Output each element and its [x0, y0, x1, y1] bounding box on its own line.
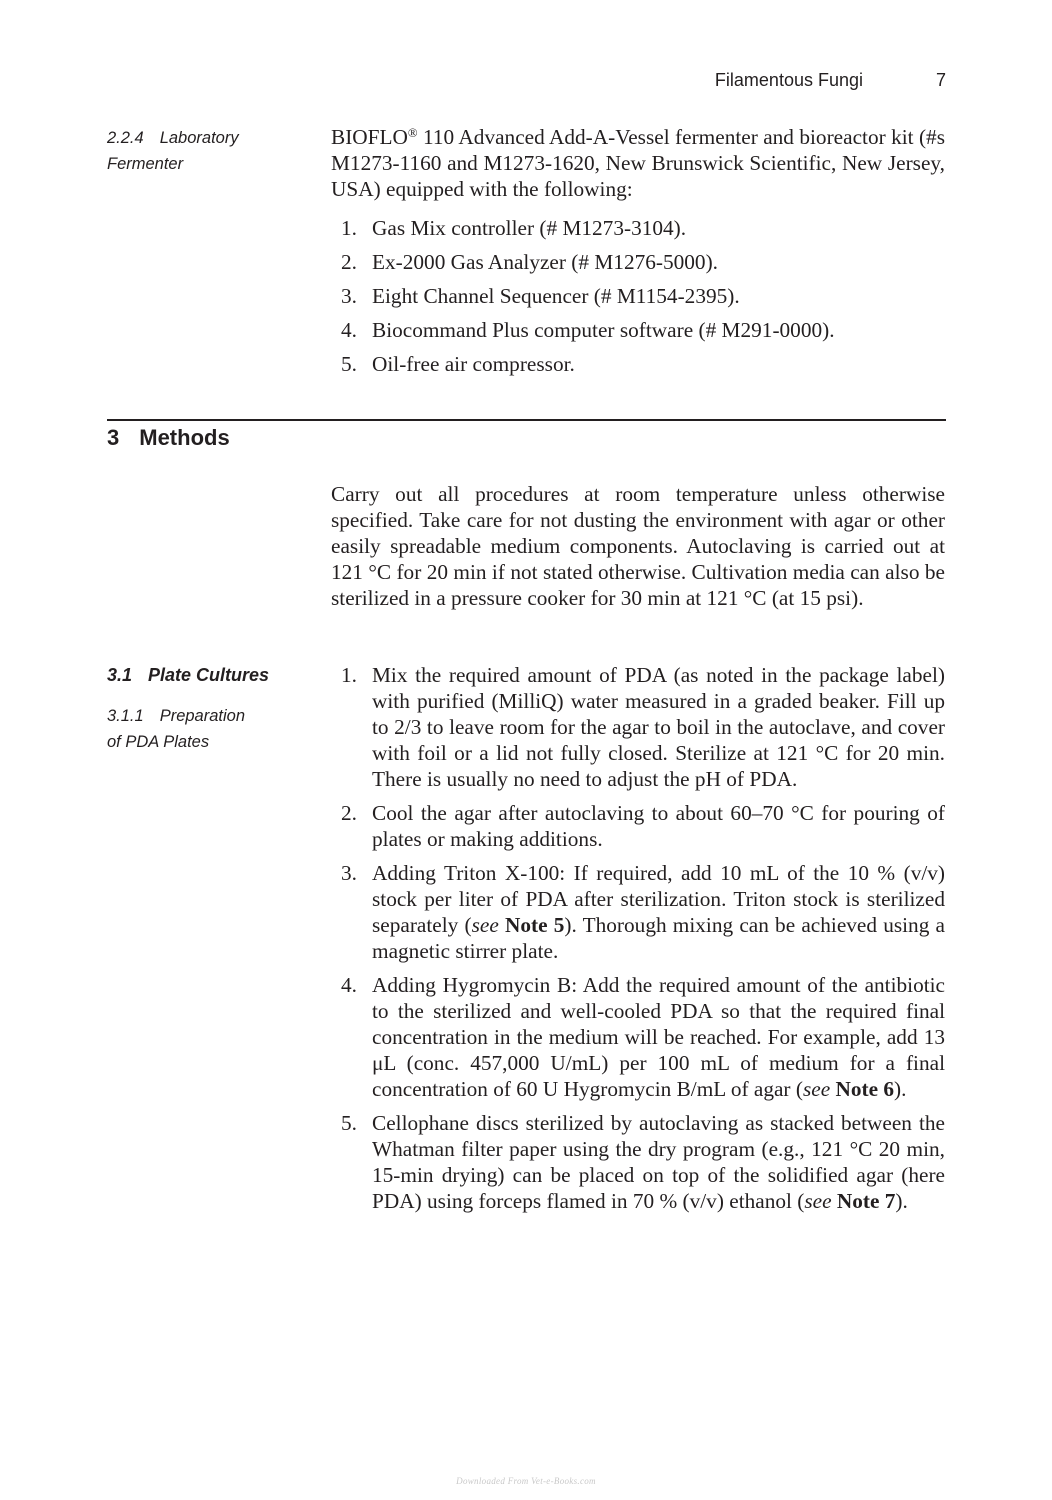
list-number: 2.	[341, 250, 357, 274]
running-title: Filamentous Fungi	[714, 70, 863, 90]
page-number: 7	[935, 70, 946, 90]
subsubsection-number: 3.1.1	[107, 707, 144, 725]
list-item-text: Cool the agar after autoclaving to about 60–70 °C for pouring of plates or making additions.	[372, 801, 945, 851]
list-item-text: Ex-2000 Gas Analyzer (# M1276-5000).	[372, 250, 719, 274]
list-item-text: Mix the required amount of PDA (as noted in the package label) with purified (MilliQ) water measured in a graded beaker. Fill up to 2/3 to leave room for the agar to boil in the autoclave, and cover with foil or a lid not fully closed. Sterilize at 121 °C for 20 min. There is usually no need to adjust the pH of PDA.	[372, 663, 945, 791]
list-item	[341, 283, 945, 309]
subsection-label-plate-cultures	[107, 662, 269, 688]
fermenter-intro-text: 110 Advanced Add-A-Vessel fermenter and bioreactor kit (#s M1273-1160 and M1273-1620, New Brunswick Scientific, New Jersey, USA) equipped with the following:	[331, 125, 945, 201]
pda-procedure-list	[341, 662, 945, 1222]
list-number: 1.	[341, 216, 357, 240]
footer-watermark: Downloaded From Vet-e-Books.com	[456, 1476, 596, 1486]
list-number: 2.	[341, 801, 357, 825]
list-number: 4.	[341, 973, 357, 997]
note-reference[interactable]: Note 6	[835, 1077, 895, 1101]
subsection-title-line2: Fermenter	[107, 155, 184, 173]
brand-name: BIOFLO	[331, 125, 408, 149]
subsection-title: Plate Cultures	[148, 665, 270, 685]
list-item-text: Biocommand Plus computer software (# M291-0000).	[372, 318, 835, 342]
section-number: 3	[107, 425, 120, 450]
list-item-text: Cellophane discs sterilized by autoclaving as stacked between the Whatman filter paper using the dry program (e.g., 121 °C 20 min, 15-min drying) can be placed on top of the solidified agar (here PDA) using forceps flamed in 70 % (v/v) ethanol (	[372, 1111, 945, 1213]
methods-intro: Carry out all procedures at room temperature unless otherwise specified. Take care for not dusting the environment with agar or other easily spreadable medium components. Autoclaving is carried out at 121 °C for 20 min if not stated otherwise. Cultivation media can also be sterilized in a pressure cooker for 30 min at 121 °C (at 15 psi).	[331, 482, 945, 610]
list-item-text: Adding Triton X-100: If required, add 10 mL of the 10 % (v/v) stock per liter of PDA after sterilization. Triton stock is sterilized separately (	[372, 861, 945, 937]
list-item	[341, 662, 945, 792]
list-item-tail: ).	[895, 1189, 908, 1213]
list-item	[341, 317, 945, 343]
subsubsection-label-pda-plates	[107, 703, 245, 755]
see-reference: see	[471, 913, 499, 937]
subsection-title-line1: Laboratory	[159, 129, 239, 147]
subsubsection-title-line1: Preparation	[159, 707, 246, 725]
list-number: 5.	[341, 352, 357, 376]
list-item	[341, 215, 945, 241]
list-item-text: Eight Channel Sequencer (# M1154-2395).	[372, 284, 740, 308]
subsection-number: 3.1	[107, 665, 133, 685]
subsection-number: 2.2.4	[107, 129, 144, 147]
list-number: 3.	[341, 861, 357, 885]
subsubsection-title-line2: of PDA Plates	[107, 733, 210, 751]
list-number: 1.	[341, 663, 357, 687]
list-number: 3.	[341, 284, 357, 308]
list-item	[341, 1110, 945, 1214]
see-reference: see	[802, 1077, 831, 1101]
fermenter-intro	[331, 124, 945, 202]
fermenter-equipment-list	[341, 215, 945, 385]
note-reference[interactable]: Note 5	[505, 913, 565, 937]
list-item-text: Adding Hygromycin B: Add the required amount of the antibiotic to the sterilized and well-cooled PDA so that the required final concentration in the medium will be reached. For example, add 13 μL (conc. 457,000 U/mL) per 100 mL of medium for a final concentration of 60 U Hygromycin B/mL of agar (	[372, 973, 945, 1101]
note-reference[interactable]: Note 7	[836, 1189, 896, 1213]
subsection-label-lab-fermenter	[107, 125, 239, 177]
list-item	[341, 249, 945, 275]
list-item-text: Gas Mix controller (# M1273-3104).	[372, 216, 687, 240]
see-reference: see	[804, 1189, 832, 1213]
list-item-tail: ). Thorough mixing can be achieved using a magnetic stirrer plate.	[372, 913, 945, 963]
section-title: Methods	[139, 425, 230, 450]
registered-mark: ®	[407, 125, 418, 140]
section-heading-methods	[107, 425, 230, 451]
list-item	[341, 860, 945, 964]
list-item	[341, 972, 945, 1102]
list-number: 4.	[341, 318, 357, 342]
list-item	[341, 800, 945, 852]
list-item-text: Oil-free air compressor.	[372, 352, 575, 376]
list-item	[341, 351, 945, 377]
list-number: 5.	[341, 1111, 357, 1135]
list-item-tail: ).	[894, 1077, 907, 1101]
section-rule	[107, 419, 946, 421]
